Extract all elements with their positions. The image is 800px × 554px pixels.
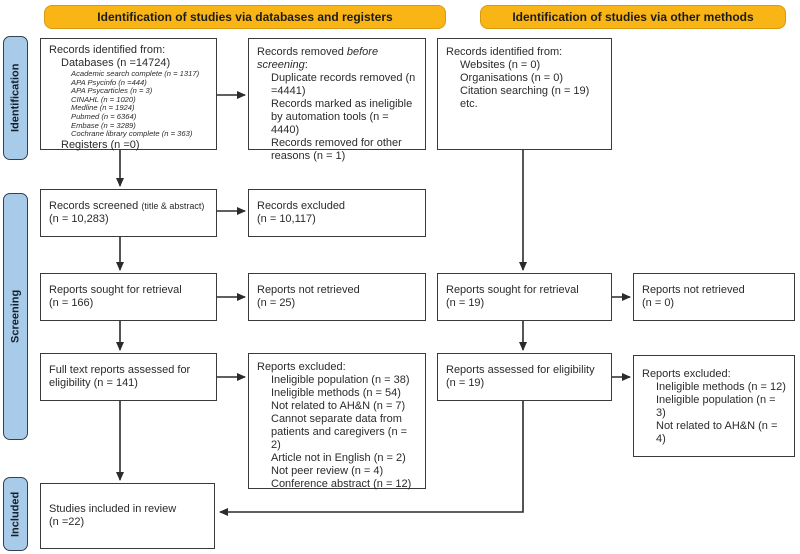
- box-line: Full text reports assessed for: [49, 364, 191, 376]
- box-line: Reports excluded:: [642, 368, 731, 380]
- reports-not-retrieved-databases-box: [248, 273, 426, 321]
- list-item: Academic search complete (n = 1317): [71, 69, 200, 78]
- reports-excluded-other-box: [633, 355, 795, 457]
- box-line: Records removed before screening:: [257, 46, 379, 71]
- box-line: (n = 0): [642, 297, 675, 309]
- records-identified-other-box: [437, 38, 612, 150]
- box-line: (n = 10,283): [49, 213, 109, 225]
- box-line: (n = 25): [257, 297, 296, 309]
- exclusion-reason-list: [656, 381, 788, 446]
- box-line: Records screened (title & abstract): [49, 200, 205, 212]
- box-line: (n =22): [49, 516, 85, 528]
- list-item: CINAHL (n = 1020): [71, 94, 136, 104]
- reports-sought-other-box: [437, 273, 612, 321]
- list-item: Article not in English (n = 2): [271, 452, 406, 464]
- box-line: Reports excluded:: [257, 361, 346, 373]
- list-item: Cannot separate data from patients and caregivers (n = 2): [271, 413, 408, 451]
- list-item: Ineligible methods (n = 12): [656, 381, 786, 393]
- box-line: (n = 19): [446, 377, 485, 389]
- list-item: APA Psycarticles (n = 3): [71, 86, 153, 96]
- database-source-list: [71, 70, 210, 139]
- box-line: Reports assessed for eligibility: [446, 364, 595, 376]
- other-source-list: [460, 59, 605, 111]
- box-line: eligibility (n = 141): [49, 377, 138, 389]
- fulltext-assessed-box: [40, 353, 217, 401]
- box-line: Reports sought for retrieval: [49, 284, 182, 296]
- reports-sought-databases-box: [40, 273, 217, 321]
- small-note: (title & abstract): [141, 201, 205, 211]
- list-item: Organisations (n = 0): [460, 72, 564, 84]
- list-item: Pubmed (n = 6364): [71, 111, 137, 121]
- list-item: Not related to AH&N (n = 4): [656, 420, 778, 445]
- studies-included-box: [40, 483, 215, 549]
- box-line: (n = 19): [446, 297, 485, 309]
- records-identified-databases-box: [40, 38, 217, 150]
- list-item: Duplicate records removed (n =4441): [271, 72, 416, 97]
- box-line: Registers (n =0): [61, 138, 140, 151]
- stage-label-included: Included: [3, 477, 28, 551]
- records-screened-box: [40, 189, 217, 237]
- list-item: Conference abstract (n = 12): [271, 478, 412, 490]
- list-item: Embase (n = 3289): [71, 120, 136, 130]
- banner-other-methods: Identification of studies via other methods: [480, 5, 786, 29]
- list-item: Cochrane library complete (n = 363): [71, 129, 193, 139]
- box-line: Reports sought for retrieval: [446, 284, 579, 296]
- reports-excluded-databases-box: [248, 353, 426, 489]
- box-line: Records identified from:: [49, 44, 166, 56]
- records-removed-box: [248, 38, 426, 162]
- exclusion-reason-list: [271, 374, 419, 491]
- box-line: Records identified from:: [446, 46, 563, 58]
- box-line: Reports not retrieved: [257, 284, 360, 296]
- list-item: etc.: [460, 98, 478, 110]
- box-line: (n = 166): [49, 297, 94, 309]
- list-item: Medline (n = 1924): [71, 103, 135, 113]
- stage-label-screening: Screening: [3, 193, 28, 440]
- reports-not-retrieved-other-box: [633, 273, 795, 321]
- box-line: Reports not retrieved: [642, 284, 745, 296]
- list-item: Ineligible population (n = 3): [656, 394, 776, 419]
- list-item: Not related to AH&N (n = 7): [271, 400, 406, 412]
- list-item: Websites (n = 0): [460, 59, 541, 71]
- reports-assessed-other-box: [437, 353, 612, 401]
- list-item: Not peer review (n = 4): [271, 465, 384, 477]
- italic-phrase: before screening: [257, 46, 379, 71]
- stage-label-identification: Identification: [3, 36, 28, 160]
- box-line: (n = 10,117): [257, 213, 316, 225]
- list-item: Records marked as ineligible by automation tools (n = 4440): [271, 98, 413, 136]
- removed-reason-list: [271, 72, 419, 163]
- box-line: Studies included in review: [49, 503, 177, 515]
- list-item: Records removed for other reasons (n = 1): [271, 137, 402, 162]
- box-line: Databases (n =14724): [61, 57, 171, 69]
- list-item: Ineligible methods (n = 54): [271, 387, 401, 399]
- records-excluded-box: [248, 189, 426, 237]
- banner-databases-registers: Identification of studies via databases and registers: [44, 5, 446, 29]
- box-line: Records excluded: [257, 200, 346, 212]
- list-item: Citation searching (n = 19): [460, 85, 590, 97]
- list-item: APA Psycinfo (n =444): [71, 77, 147, 87]
- list-item: Ineligible population (n = 38): [271, 374, 410, 386]
